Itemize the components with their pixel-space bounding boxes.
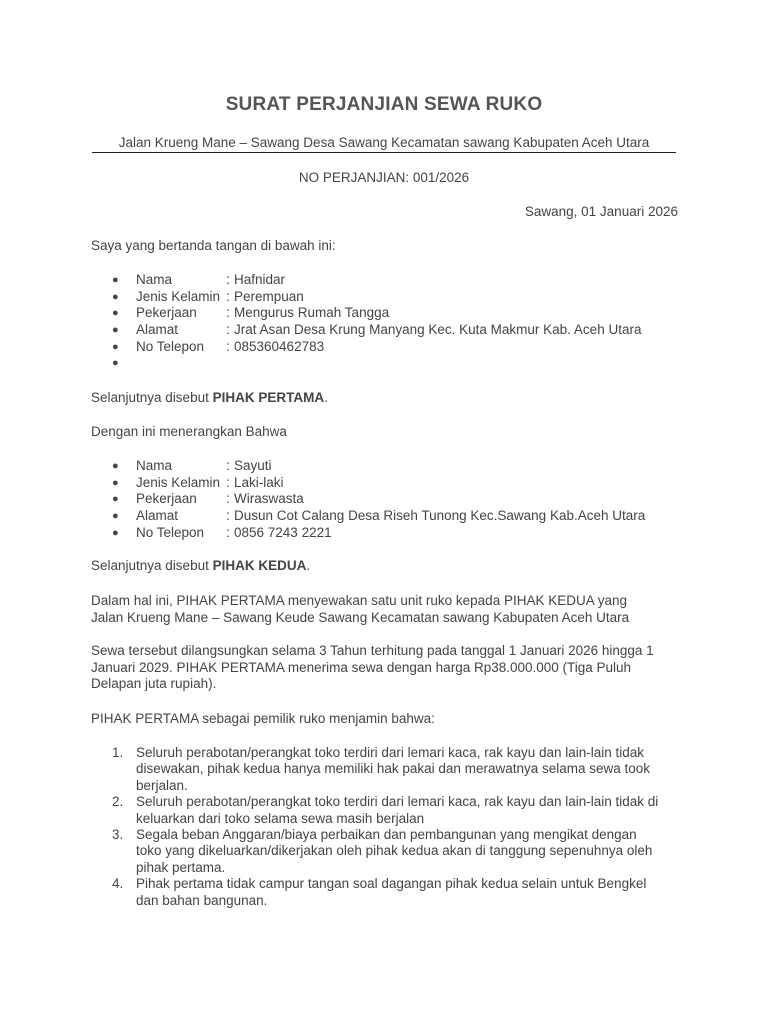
text-line: Seluruh perabotan/perangkat toko terdiri dari lemari kaca, rak kayu dan lain-lain tidak di bbox=[136, 794, 659, 810]
text-line: Januari 2029. PIHAK PERTAMA menerima sewa dengan harga Rp38.000.000 (Tiga Puluh bbox=[91, 659, 632, 675]
designation-name: PIHAK KEDUA bbox=[212, 558, 307, 573]
field-value: Sayuti bbox=[234, 458, 272, 473]
bullet-icon: ● bbox=[112, 526, 119, 539]
bullet-icon: ● bbox=[112, 307, 119, 320]
field-value: Dusun Cot Calang Desa Riseh Tunong Kec.Sawang Kab.Aceh Utara bbox=[234, 508, 646, 524]
bullet-icon: ● bbox=[112, 510, 119, 523]
text-line: Delapan juta rupiah). bbox=[91, 676, 217, 691]
document-address: Jalan Krueng Mane – Sawang Desa Sawang Kecamatan sawang Kabupaten Aceh Utara bbox=[92, 135, 676, 153]
list-item bbox=[91, 794, 681, 827]
list-item bbox=[91, 322, 691, 339]
text-line: Seluruh perabotan/perangkat toko terdiri dari lemari kaca, rak kayu dan lain-lain tidak bbox=[136, 745, 645, 760]
statement-text: Dengan ini menerangkan Bahwa bbox=[91, 424, 287, 439]
term-paragraph bbox=[91, 643, 681, 693]
text-line: disewakan, pihak kedua hanya memiliki hak pakai dan merawatnya selama sewa took bbox=[136, 761, 651, 777]
rent-paragraph bbox=[91, 593, 681, 626]
list-item bbox=[91, 289, 691, 306]
party2-designation bbox=[91, 558, 681, 575]
text-line: Dalam hal ini, PIHAK PERTAMA menyewakan satu unit ruko kepada PIHAK KEDUA yang bbox=[91, 593, 628, 608]
field-separator: : bbox=[226, 491, 230, 507]
field-label: Pekerjaan bbox=[136, 491, 197, 507]
field-label: No Telepon bbox=[136, 338, 205, 354]
field-separator: : bbox=[226, 338, 230, 354]
agreement-number: NO PERJANJIAN: 001/2026 bbox=[298, 170, 470, 185]
text-line: dan bahan bangunan. bbox=[136, 892, 268, 908]
field-value: Jrat Asan Desa Krung Manyang Kec. Kuta Makmur Kab. Aceh Utara bbox=[234, 322, 642, 338]
list-item bbox=[91, 305, 691, 322]
document-title: SURAT PERJANJIAN SEWA RUKO bbox=[225, 94, 543, 115]
field-value: 085360462783 bbox=[234, 338, 325, 354]
field-label: Jenis Kelamin bbox=[136, 288, 221, 304]
field-label: Pekerjaan bbox=[136, 305, 197, 321]
list-item bbox=[91, 508, 691, 525]
designation-prefix: Selanjutnya disebut bbox=[91, 558, 213, 573]
field-separator: : bbox=[226, 322, 230, 338]
list-number: 4. bbox=[112, 876, 124, 892]
designation-name: PIHAK PERTAMA bbox=[212, 390, 325, 405]
field-value: Hafnidar bbox=[234, 272, 286, 287]
field-label: No Telepon bbox=[136, 524, 205, 540]
text-line: toko yang dikeluarkan/dikerjakan oleh pihak kedua akan di tanggung sepenuhnya oleh bbox=[136, 843, 653, 859]
field-label: Nama bbox=[136, 272, 173, 287]
text-line: keluarkan dari toko selama sewa masih berjalan bbox=[136, 810, 425, 826]
list-item bbox=[91, 745, 681, 794]
place-date: Sawang, 01 Januari 2026 bbox=[524, 204, 678, 219]
field-separator: : bbox=[226, 474, 230, 490]
field-label: Alamat bbox=[136, 322, 179, 338]
field-label: Jenis Kelamin bbox=[136, 474, 221, 490]
bullet-icon: ● bbox=[112, 290, 119, 303]
designation-prefix: Selanjutnya disebut bbox=[91, 390, 213, 405]
party1-details bbox=[91, 272, 691, 372]
field-separator: : bbox=[226, 288, 230, 304]
field-value: Perempuan bbox=[234, 288, 304, 304]
bullet-icon: ● bbox=[112, 324, 119, 337]
field-separator: : bbox=[226, 305, 230, 321]
bullet-icon: ● bbox=[112, 274, 119, 286]
bullet-icon: ● bbox=[112, 460, 119, 472]
list-item bbox=[91, 525, 691, 542]
field-separator: : bbox=[226, 458, 230, 473]
list-item bbox=[91, 355, 691, 372]
list-item bbox=[91, 475, 691, 492]
text-line: pihak pertama. bbox=[136, 859, 226, 875]
text-line: Pihak pertama tidak campur tangan soal dagangan pihak kedua selain untuk Bengkel bbox=[136, 876, 647, 892]
list-item bbox=[91, 491, 691, 508]
intro-text: Saya yang bertanda tangan di bawah ini: bbox=[91, 238, 336, 253]
list-item bbox=[91, 458, 691, 475]
bullet-icon: ● bbox=[112, 493, 119, 506]
field-separator: : bbox=[226, 272, 230, 287]
guarantee-intro: PIHAK PERTAMA sebagai pemilik ruko menjamin bahwa: bbox=[91, 711, 435, 726]
field-label: Nama bbox=[136, 458, 173, 473]
list-number: 3. bbox=[112, 827, 124, 843]
designation-suffix: . bbox=[324, 390, 328, 405]
designation-suffix: . bbox=[306, 558, 311, 573]
party2-details bbox=[91, 458, 691, 541]
field-separator: : bbox=[226, 524, 230, 540]
field-label: Alamat bbox=[136, 508, 179, 524]
list-number: 1. bbox=[112, 745, 124, 760]
field-value: Laki-laki bbox=[234, 474, 284, 490]
field-value: 0856 7243 2221 bbox=[234, 524, 332, 540]
guarantee-list bbox=[91, 745, 681, 909]
list-item bbox=[91, 876, 681, 909]
list-item bbox=[91, 827, 681, 876]
text-line: berjalan. bbox=[136, 777, 188, 793]
party1-designation bbox=[91, 390, 681, 407]
field-separator: : bbox=[226, 508, 230, 524]
bullet-icon: ● bbox=[112, 340, 119, 353]
bullet-icon: ● bbox=[112, 357, 119, 370]
list-number: 2. bbox=[112, 794, 124, 810]
field-value: Mengurus Rumah Tangga bbox=[234, 305, 390, 321]
field-value: Wiraswasta bbox=[234, 491, 304, 507]
list-item bbox=[91, 272, 691, 289]
text-line: Jalan Krueng Mane – Sawang Keude Sawang Kecamatan sawang Kabupaten Aceh Utara bbox=[91, 609, 630, 625]
list-item bbox=[91, 339, 691, 356]
text-line: Segala beban Anggaran/biaya perbaikan dan pembangunan yang mengikat dengan bbox=[136, 827, 637, 843]
text-line: Sewa tersebut dilangsungkan selama 3 Tahun terhitung pada tanggal 1 Januari 2026 hingga 1 bbox=[91, 643, 654, 658]
bullet-icon: ● bbox=[112, 476, 119, 489]
